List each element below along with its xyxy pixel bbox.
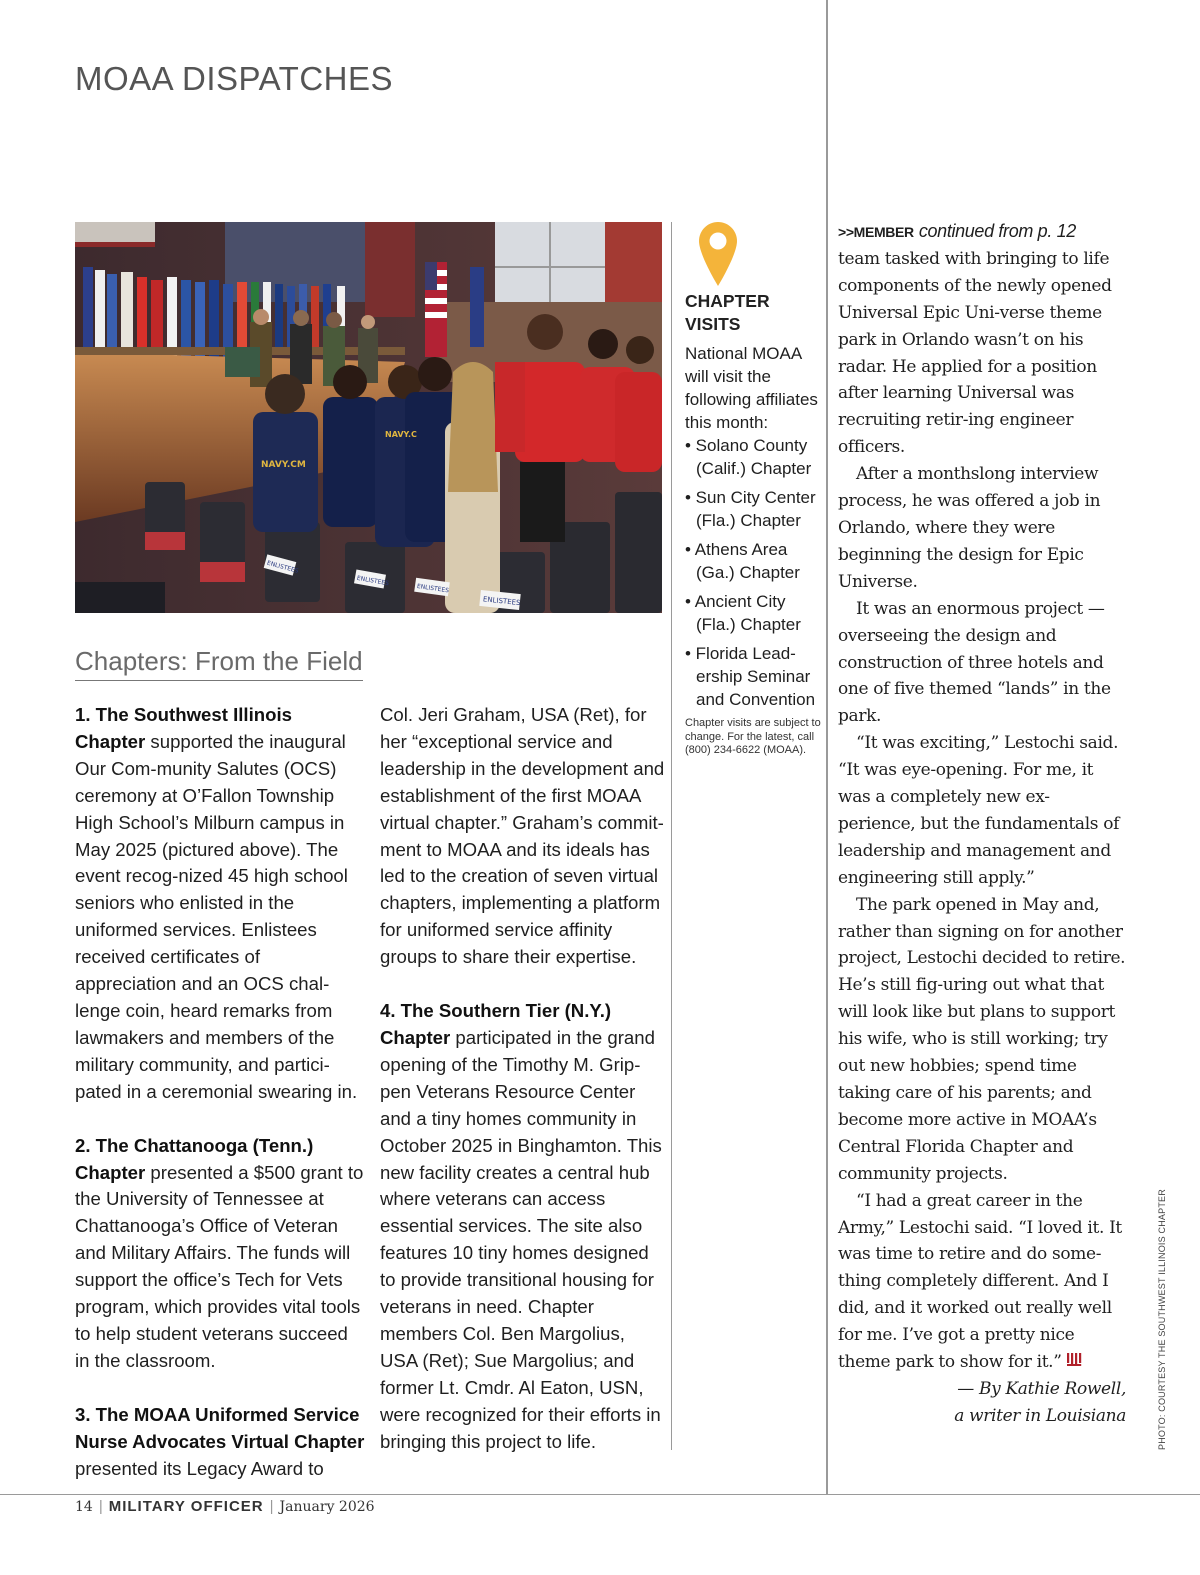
paragraph: The park opened in May and, rather than signing on for another project, Lestochi decided to retire. He’s still fig-uring out what that will look like but plans to support his wife, who is still working; try out new hobbies; spend time taking care of his parents; and become more active in MOAA’s Central Florida Chapter and community projects. — [838, 894, 1126, 1184]
list-item: • Florida Lead-ership Seminar and Convention — [685, 644, 816, 709]
issue-date: January 2026 — [279, 1499, 375, 1515]
continued-from-text: continued from p. 12 — [918, 221, 1076, 241]
chapter-item-3 — [75, 1402, 365, 1483]
paragraph-final-text: “I had a great career in the Army,” Lestochi said. “I loved it. It was time to retire and do some-thing completely different. And I did, and it worked out really well for me. I’ve got a pretty nice theme park to show for it.” — [838, 1190, 1122, 1373]
paragraph: After a monthslong interview process, he was offered a job in Orlando, where they were beginning the design for Epic Universe. — [838, 464, 1101, 592]
article-column-2 — [380, 702, 665, 1482]
list-item: • Ancient City (Fla.) Chapter — [685, 592, 801, 634]
chapter-visits-title-line: VISITS — [685, 314, 741, 334]
footer-rule — [0, 1494, 1200, 1495]
seat-tag-label: ENLISTEES — [482, 595, 521, 608]
ceremony-photo — [75, 222, 662, 613]
page-number: 14 — [75, 1499, 93, 1515]
chapter-visits-intro: National MOAA will visit the following affiliates this month: — [685, 344, 818, 432]
byline-line: a writer in Louisiana — [954, 1405, 1126, 1426]
chapter-visits-note: Chapter visits are subject to change. For the latest, call (800) 234-6622 (MOAA). — [685, 717, 821, 756]
chapter-item-4-text: participated in the grand opening of the Timothy M. Grip-pen Veterans Resource Center and a tiny homes community in October 2025 in Binghamton. This new facility creates a central hub where veterans can access essential services. The site also features 10 tiny homes designed to provide transitional housing for veterans in need. Chapter members Col. Ben Margolius, USA (Ret); Sue Margolius; and former Lt. Cmdr. Al Eaton, USN, were recognized for their efforts in bringing this project to life. — [380, 1026, 662, 1452]
footer-separator: | — [269, 1498, 274, 1515]
paragraph: “It was exciting,” Lestochi said. “It was eye-opening. For me, it was a completely new ex-perience, but the fundamentals of leadership and management and engineering still apply.” — [838, 733, 1120, 888]
chapter-item-1 — [75, 702, 365, 1106]
shirt-label: NAVY.C — [385, 430, 417, 439]
moaa-end-mark-icon — [1066, 1352, 1082, 1368]
paragraph-final — [838, 1188, 1126, 1376]
column-divider — [826, 0, 828, 1495]
byline-line: — By Kathie Rowell, — [957, 1378, 1126, 1399]
article-column-1 — [75, 702, 365, 1509]
chapter-item-2 — [75, 1133, 365, 1375]
list-item: • Athens Area (Ga.) Chapter — [685, 540, 800, 582]
photo-credit: PHOTO: COURTESY THE SOUTHWEST ILLINOIS CHAPTER — [1157, 1189, 1167, 1450]
chapter-item-2-heading: 2. The Chattanooga (Tenn.) Chapter — [75, 1134, 314, 1183]
chapter-visits-title-line: CHAPTER — [685, 291, 770, 311]
chapter-item-2-text: presented a $500 grant to the University of Tennessee at Chattanooga’s Office of Veteran and Military Affairs. The funds will support the office’s Tech for Vets program, which provides vital tools to help student veterans succeed in the classroom. — [75, 1161, 364, 1371]
chapter-visits-title — [685, 290, 770, 336]
location-pin-icon — [699, 222, 737, 286]
chapter-item-1-text: supported the inaugural Our Com-munity Salutes (OCS) ceremony at O’Fallon Township High School’s Milburn campus in May 2025 (pictured above). The event recog-nized 45 high school seniors who enlisted in the uniformed services. Enlistees received certificates of appreciation and an OCS chal-lenge coin, heard remarks from lawmakers and members of the military community, and partici-pated in a ceremonial swearing in. — [75, 730, 358, 1102]
shirt-label: NAVY.CM — [261, 460, 306, 470]
chapter-visits-box — [685, 342, 823, 758]
paragraph: It was an enormous project — overseeing the design and construction of three hotels and one of five themed “lands” in the park. — [838, 598, 1111, 727]
chapter-item-4-heading: 4. The Southern Tier (N.Y.) Chapter — [380, 1000, 612, 1048]
continued-arrow: >> — [838, 224, 854, 240]
chapter-item-4 — [380, 998, 665, 1455]
chapter-item-3-continued: Col. Jeri Graham, USA (Ret), for her “exceptional service and leadership in the development and establishment of the first MOAA virtual chapter.” Graham’s commit-ment to MOAA and its ideals has led to the creation of seven virtual chapters, implementing a platform for uniformed service affinity groups to share their expertise. — [380, 704, 665, 968]
chapter-item-3-text: presented its Legacy Award to — [75, 1457, 324, 1479]
continued-section-label: MEMBER — [853, 224, 914, 240]
magazine-name: MILITARY OFFICER — [108, 1498, 264, 1515]
seat-tag-label: ENLISTEES — [266, 559, 300, 575]
section-header: MOAA DISPATCHES — [75, 60, 394, 97]
footer-separator: | — [98, 1498, 103, 1515]
sidebar-divider — [671, 222, 672, 1450]
seat-tag-label: ENLISTEES — [356, 574, 390, 588]
paragraph: team tasked with bringing to life components of the newly opened Universal Epic Uni-verse theme park in Orlando wasn’t on his radar. He applied for a position after learning Universal was recruiting retir-ing engineer officers. — [838, 248, 1112, 458]
chapter-item-3-heading: 3. The MOAA Uniformed Service Nurse Advocates Virtual Chapter — [75, 1403, 365, 1452]
article-column-3 — [838, 218, 1126, 1430]
chapter-item-1-heading: 1. The Southwest Illinois Chapter — [75, 704, 292, 752]
seat-tag-label: ENLISTEES — [416, 582, 450, 595]
byline — [838, 1376, 1126, 1430]
list-item: • Sun City Center (Fla.) Chapter — [685, 488, 816, 530]
continued-line — [838, 218, 1126, 246]
chapter-visits-list — [685, 434, 823, 711]
page-footer — [75, 1498, 375, 1515]
chapters-title: Chapters: From the Field — [75, 646, 363, 681]
list-item: • Solano County (Calif.) Chapter — [685, 436, 812, 478]
